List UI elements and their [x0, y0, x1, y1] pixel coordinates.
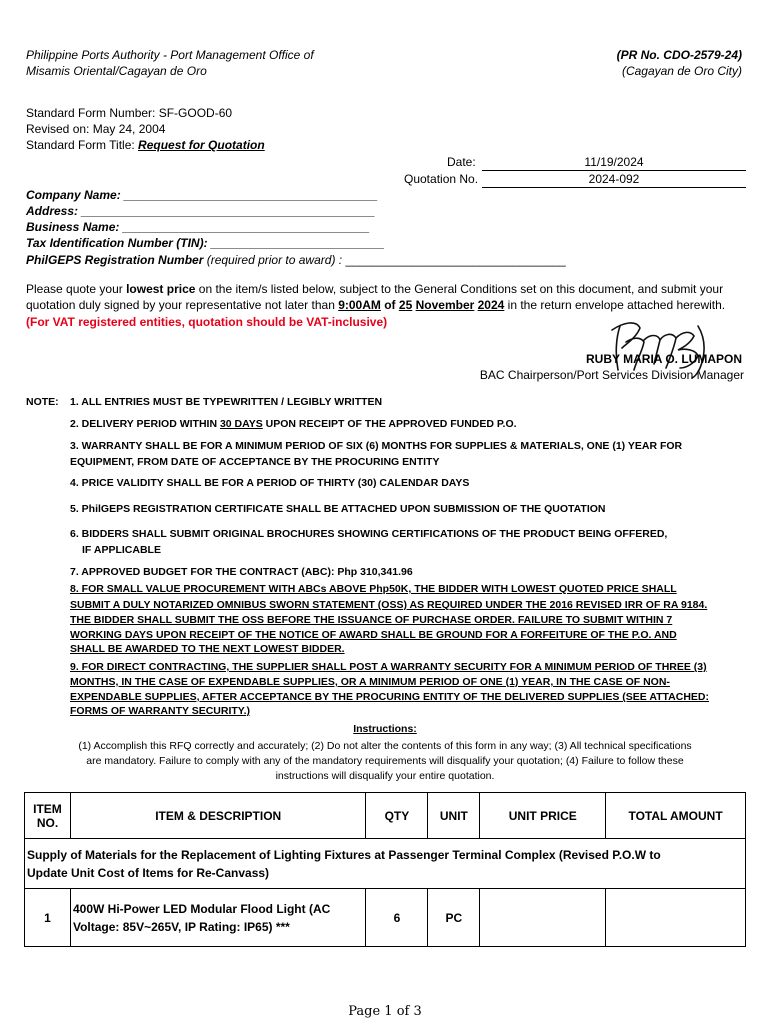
note-8-line1: 8. FOR SMALL VALUE PROCUREMENT WITH ABCs ABOVE Php50K, THE BIDDER WITH LOWEST QUOTED PRICE SHALL	[70, 583, 677, 595]
note-3-line2: EQUIPMENT, FROM DATE OF ACCEPTANCE BY THE PROCURING ENTITY	[70, 456, 440, 468]
deadline-year: 2024	[477, 298, 505, 312]
date-label: Date:	[447, 155, 476, 169]
header-qty: QTY	[366, 793, 428, 839]
row-description: 400W Hi-Power LED Modular Flood Light (AC Voltage: 85V~265V, IP Rating: IP65) ***	[70, 889, 366, 947]
note-1: 1. ALL ENTRIES MUST BE TYPEWRITTEN / LEGIBLY WRITTEN	[70, 396, 383, 408]
section-title: Supply of Materials for the Replacement of Lighting Fixtures at Passenger Terminal Complex (Revised P.O.W to Update Unit Cost of Items for Re-Canvass)	[25, 839, 746, 889]
address-field: Address: ____________________________________________	[26, 204, 375, 218]
date-value: 11/19/2024	[584, 155, 644, 169]
items-table	[24, 792, 746, 947]
form-number: Standard Form Number: SF-GOOD-60	[26, 106, 233, 120]
philgeps-field	[26, 253, 566, 267]
company-name-field: Company Name: ______________________________________	[26, 188, 378, 202]
row-unit: PC	[428, 889, 480, 947]
intro-text-rest: on the item/s listed below, subject to the General Conditions set on this document, and submit your	[195, 282, 724, 296]
note-5: 5. PhilGEPS REGISTRATION CERTIFICATE SHALL BE ATTACHED UPON SUBMISSION OF THE QUOTATION	[70, 503, 606, 515]
org-name-line2: Misamis Oriental/Cagayan de Oro	[26, 64, 207, 78]
deadline-month: November	[415, 298, 475, 312]
org-name-line1: Philippine Ports Authority - Port Management Office of	[26, 48, 314, 62]
header-total-amount: TOTAL AMOUNT	[606, 793, 746, 839]
philgeps-label: PhilGEPS Registration Number	[26, 253, 204, 267]
instructions-line3: instructions will disqualify your entire quotation.	[275, 770, 495, 782]
note-8-line2: SUBMIT A DULY NOTARIZED OMNIBUS SWORN STATEMENT (OSS) AS REQUIRED UNDER THE 2016 REVISED IRR OF RA 9184.	[70, 599, 708, 611]
instructions-line1: (1) Accomplish this RFQ correctly and accurately; (2) Do not alter the contents of this form in any way; (3) All technical specifications	[78, 740, 692, 752]
deadline-time: 9:00AM	[338, 298, 381, 312]
quotation-value: 2024-092	[588, 172, 640, 186]
note-7: 7. APPROVED BUDGET FOR THE CONTRACT (ABC): Php 310,341.96	[70, 566, 413, 578]
intro-line2	[26, 298, 725, 312]
note-label: NOTE:	[26, 396, 59, 408]
note-9-line2: MONTHS, IN THE CASE OF EXPENDABLE SUPPLIES, OR A MINIMUM PERIOD OF ONE (1) YEAR, IN THE CASE OF NON-	[70, 676, 670, 688]
intro-deadline-text: quotation duly signed by your representative not later than	[26, 298, 339, 312]
instructions-heading: Instructions:	[353, 723, 417, 735]
note-2	[70, 418, 517, 430]
philgeps-line: _________________________________	[342, 253, 566, 267]
row-unit-price[interactable]	[480, 889, 606, 947]
date-underline	[482, 170, 746, 171]
form-revised: Revised on: May 24, 2004	[26, 122, 166, 136]
vat-notice: (For VAT registered entities, quotation should be VAT-inclusive)	[26, 315, 388, 329]
deadline-of: of	[380, 298, 399, 312]
form-title-value: Request for Quotation	[138, 138, 265, 152]
signatory-title: BAC Chairperson/Port Services Division Manager	[479, 368, 744, 382]
note-8-line3: THE BIDDER SHALL SUBMIT THE OSS BEFORE THE ISSUANCE OF PURCHASE ORDER. FAILURE TO SUBMIT WITHIN 7	[70, 614, 673, 626]
form-title	[26, 138, 265, 152]
note-3-line1: 3. WARRANTY SHALL BE FOR A MINIMUM PERIOD OF SIX (6) MONTHS FOR SUPPLIES & MATERIALS, ONE (1) YEAR FOR	[70, 440, 683, 452]
note-2-text: 2. DELIVERY PERIOD WITHIN	[70, 418, 220, 430]
note-2-days: 30 DAYS	[219, 418, 263, 430]
intro-lowest-price: lowest price	[126, 282, 196, 296]
row-item-no: 1	[25, 889, 71, 947]
note-9-line3: EXPENDABLE SUPPLIES, AFTER ACCEPTANCE BY THE PROCURING ENTITY OF THE DELIVERED SUPPLIES (SEE ATTACHED:	[70, 691, 710, 703]
instructions-line2: are mandatory. Failure to comply with any of the mandatory requirements will disqualify your quotation; (4) Failure to follow these	[86, 755, 684, 767]
note-9-line4: FORMS OF WARRANTY SECURITY.)	[70, 705, 251, 717]
note-8-line5: SHALL BE AWARDED TO THE NEXT LOWEST BIDDER.	[70, 643, 345, 655]
table-section-row	[25, 839, 746, 889]
note-4: 4. PRICE VALIDITY SHALL BE FOR A PERIOD OF THIRTY (30) CALENDAR DAYS	[70, 477, 470, 489]
table-header-row	[25, 793, 746, 839]
header-unit-price: UNIT PRICE	[480, 793, 606, 839]
philgeps-note: (required prior to award) :	[206, 253, 343, 267]
header-description: ITEM & DESCRIPTION	[70, 793, 366, 839]
intro-return-text: in the return envelope attached herewith.	[504, 298, 726, 312]
quotation-underline	[482, 187, 746, 188]
row-qty: 6	[366, 889, 428, 947]
page-number: Page 1 of 3	[348, 1004, 422, 1019]
quotation-label: Quotation No.	[404, 172, 479, 186]
deadline-day: 25	[398, 298, 413, 312]
business-name-field: Business Name: _____________________________________	[26, 220, 370, 234]
note-6-line2: IF APPLICABLE	[82, 544, 161, 556]
note-8-line4: WORKING DAYS UPON RECEIPT OF THE NOTICE OF AWARD SHALL BE GROUND FOR A FORFEITURE OF THE P.O. AND	[70, 629, 677, 641]
row-total-amount[interactable]	[606, 889, 746, 947]
intro-text: Please quote your	[26, 282, 127, 296]
pr-number: (PR No. CDO-2579-24)	[616, 48, 742, 62]
signatory-name: RUBY MARIA O. LUMAPON	[586, 352, 742, 366]
table-row	[25, 889, 746, 947]
form-title-label: Standard Form Title:	[26, 138, 139, 152]
header-item-no: ITEM NO.	[25, 793, 71, 839]
note-9-line1: 9. FOR DIRECT CONTRACTING, THE SUPPLIER SHALL POST A WARRANTY SECURITY FOR A MINIMUM PERIOD OF THREE (3)	[70, 661, 707, 673]
note-6-line1: 6. BIDDERS SHALL SUBMIT ORIGINAL BROCHURES SHOWING CERTIFICATIONS OF THE PRODUCT BEING OFFERED,	[70, 528, 668, 540]
tin-field: Tax Identification Number (TIN): __________________________	[26, 236, 385, 250]
intro-line1	[26, 282, 723, 296]
note-2-rest: UPON RECEIPT OF THE APPROVED FUNDED P.O.	[262, 418, 517, 430]
pr-city: (Cagayan de Oro City)	[621, 64, 742, 78]
header-unit: UNIT	[428, 793, 480, 839]
